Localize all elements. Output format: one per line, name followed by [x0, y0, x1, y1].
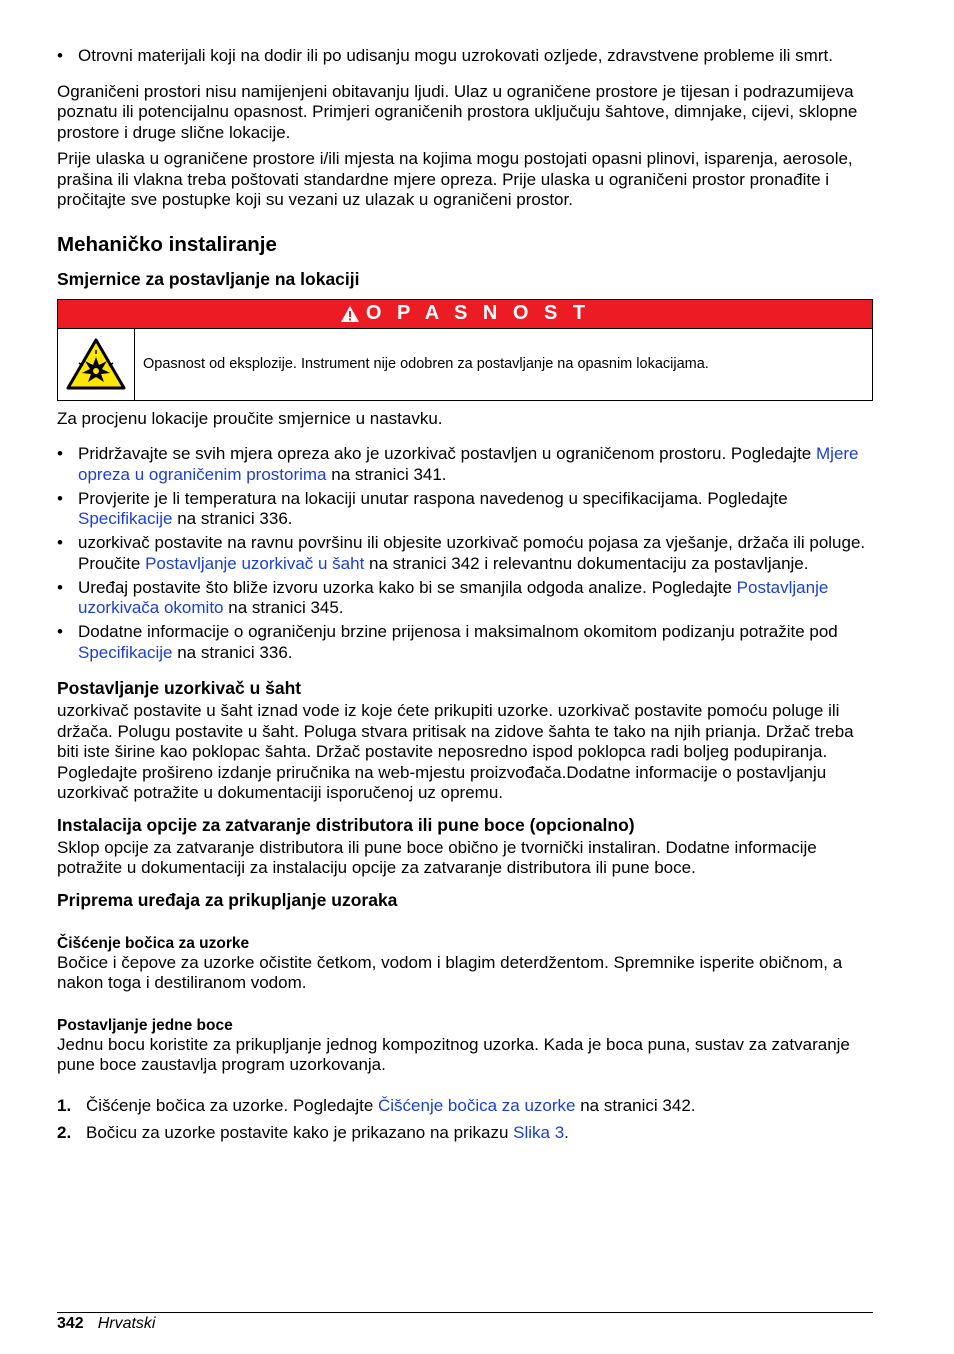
manhole-heading: Postavljanje uzorkivač u šaht — [57, 678, 302, 698]
footer-language: Hrvatski — [97, 1315, 156, 1332]
clean-bottles-heading: Čišćenje bočica za uzorke — [57, 934, 250, 952]
intro-paragraph: Ograničeni prostori nisu namijenjeni obitavanju ljudi. Ulaz u ograničene prostore je tijesan i podrazumijeva poznatu ili potencijalnu opasnost. Primjeri ograničenih prostora uključuju šahtove, dimnjake, cijevi, sklopne prostore i druge slične lokacije. — [57, 81, 858, 142]
xref-link[interactable]: Postavljanje uzorkivač u šaht — [145, 553, 365, 573]
site-lead: Za procjenu lokacije proučite smjernice u nastavku. — [57, 408, 443, 428]
clean-bottles-paragraph: Bočice i čepove za uzorke očistite četkom, vodom i blagim deterdžentom. Spremnike isperite običnom, a nakon toga i destiliranom vodom. — [57, 952, 843, 992]
xref-link[interactable]: Specifikacije — [78, 509, 173, 528]
danger-label: O P A S N O S T — [365, 302, 591, 325]
site-guidelines-heading: Smjernice za postavljanje na lokaciji — [57, 268, 360, 289]
step-item: 1. Čišćenje bočica za uzorke. Pogledajte Čišćenje bočica za uzorke na stranici 342. — [57, 1095, 696, 1115]
danger-icon-cell — [58, 329, 135, 400]
site-guidelines-list — [57, 444, 873, 663]
list-item: • Uređaj postavite što bliže izvoru uzorka kako bi se smanjila odgoda analize. Pogledajte Postavljanje uzorkivača okomito na stranici 345. — [57, 578, 873, 619]
page-content — [57, 46, 873, 1150]
intro-bullet-list — [57, 46, 873, 67]
single-bottle-paragraph: Jednu bocu koristite za prikupljanje jednog kompozitnog uzorka. Kada je boca puna, sustav za zatvaranje pune boce zaustavlja program uzorkovanja. — [57, 1034, 850, 1074]
page-footer — [57, 1312, 873, 1335]
step-number: 2. — [57, 1122, 72, 1142]
warning-triangle-icon — [340, 305, 360, 323]
danger-text: Opasnost od eksplozije. Instrument nije odobren za postavljanje na opasnim lokacijama. — [143, 355, 709, 372]
manhole-paragraph: uzorkivač postavite u šaht iznad vode iz koje ćete prikupiti uzorke. uzorkivač postavite pomoću poluge ili držača. Polugu postavite u šaht. Poluga stvara pritisak na zidove šahta te tako na njih prianja. Držač treba biti iste širine kao poklopac šahta. Držač postavite neposredno ispod poklopca radi boljeg podupiranja. Pogledajte prošireno izdanje priručnika na web-mjestu proizvođača.Dodatne informacije o postavljanju uzorkivač potražite u dokumentaciji isporučenoj uz opremu. — [57, 701, 854, 802]
list-item: • Provjerite je li temperatura na lokaciji unutar raspona navedenog u specifikacijama. Pogledajte Specifikacije na stranici 336. — [57, 489, 873, 530]
page-number: 342 — [57, 1315, 84, 1332]
single-bottle-heading: Postavljanje jedne boce — [57, 1016, 233, 1034]
danger-header — [58, 300, 872, 329]
list-item: • Otrovni materijali koji na dodir ili po udisanju mogu uzrokovati ozljede, zdravstvene probleme ili smrt. — [57, 46, 873, 67]
distributor-heading: Instalacija opcije za zatvaranje distributora ili pune boce (opcionalno) — [57, 814, 635, 835]
step-item: 2. Bočicu za uzorke postavite kako je prikazano na prikazu Slika 3. — [57, 1122, 569, 1142]
prep-heading: Priprema uređaja za prikupljanje uzoraka — [57, 889, 398, 910]
section-title: Mehaničko instaliranje — [57, 232, 277, 256]
distributor-paragraph: Sklop opcije za zatvaranje distributora ili pune boce obično je tvornički instaliran. Dodatne informacije potražite u dokumentaciji za instalaciju opcije za zatvaranje distributora ili pune boce. — [57, 837, 817, 877]
xref-link[interactable]: Čišćenje bočica za uzorke — [378, 1095, 576, 1115]
list-item: • Dodatne informacije o ograničenju brzine prijenosa i maksimalnom okomitom podizanju potražite pod Specifikacije na stranici 336. — [57, 622, 873, 663]
step-number: 1. — [57, 1095, 72, 1115]
list-item: • Pridržavajte se svih mjera opreza ako je uzorkivač postavljen u ograničenom prostoru. Pogledajte Mjere opreza u ograničenim prostorima na stranici 341. — [57, 444, 873, 485]
explosion-hazard-icon — [65, 337, 127, 391]
danger-body — [58, 329, 872, 400]
xref-link[interactable]: Slika 3 — [513, 1122, 565, 1142]
danger-notice — [57, 299, 873, 401]
xref-link[interactable]: Postavljanje uzorkivača okomito — [78, 577, 829, 617]
xref-link[interactable]: Specifikacije — [78, 642, 173, 662]
list-item: • uzorkivač postavite na ravnu površinu ili objesite uzorkivač pomoću pojasa za vješanje, držača ili poluge. Proučite Postavljanje uzorkivač u šaht na stranici 342 i relevantnu dokumentaciju za postavljanje. — [57, 533, 873, 574]
intro-paragraph: Prije ulaska u ograničene prostore i/ili mjesta na kojima mogu postojati opasni plinovi, isparenja, aerosole, prašina ili vlakna treba poštovati standardne mjere opreza. Prije ulaska u ograničeni prostor pronađite i pročitajte sve postupke koji su vezani uz ulazak u ograničeni prostor. — [57, 149, 853, 209]
procedure-steps — [57, 1096, 873, 1144]
xref-link[interactable]: Mjere opreza u ograničenim prostorima — [78, 444, 859, 484]
